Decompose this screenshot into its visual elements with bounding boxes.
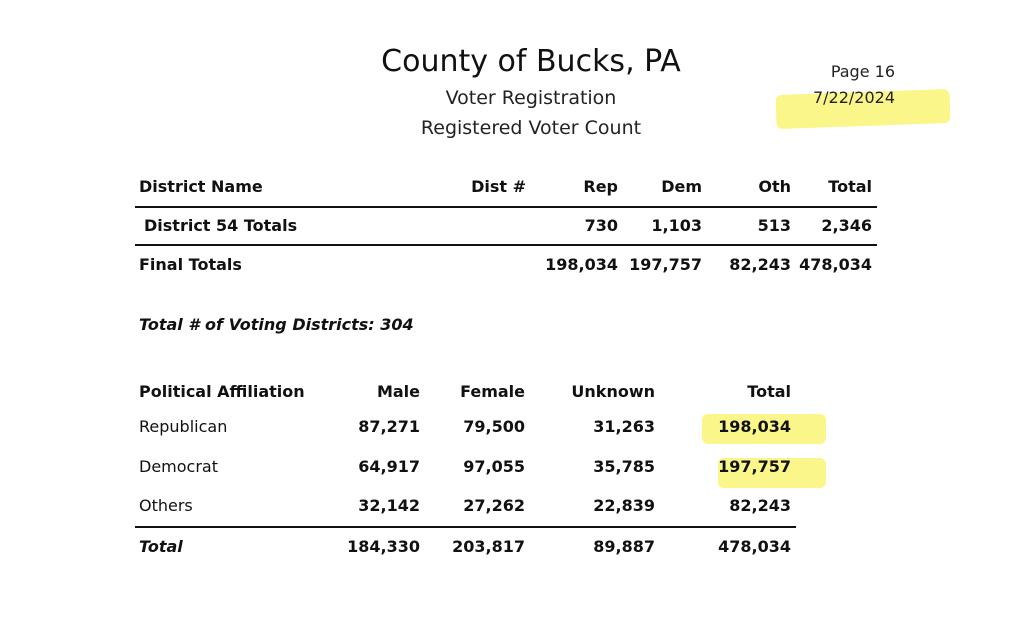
affiliation-row-label: Republican [139, 417, 228, 436]
district-row-oth: 513 [757, 216, 791, 235]
report-subtitle-2: Registered Voter Count [420, 117, 642, 139]
col-total: Total [828, 177, 872, 196]
affiliation-total-male: 184,330 [347, 537, 420, 556]
affiliation-row-male: 32,142 [358, 496, 420, 515]
col-male: Male [376, 382, 420, 401]
district-row-name: District 54 Totals [144, 216, 298, 235]
report-subtitle: Voter Registration [445, 87, 617, 109]
affiliation-row-male: 64,917 [358, 457, 420, 476]
col-district-name: District Name [139, 177, 263, 196]
page-number: Page 16 [830, 62, 895, 81]
affiliation-row-female: 27,262 [463, 496, 525, 515]
page-title: County of Bucks, PA [381, 44, 681, 79]
affiliation-row-total: 197,757 [718, 457, 791, 476]
col-unknown: Unknown [571, 382, 655, 401]
affiliation-row-total: 198,034 [718, 417, 791, 436]
affiliation-row-total: 82,243 [729, 496, 791, 515]
final-totals-dem: 197,757 [629, 255, 702, 274]
district-rule [135, 244, 877, 246]
affiliation-row-unknown: 22,839 [593, 496, 655, 515]
col-political-affiliation: Political Affiliation [139, 382, 305, 401]
final-totals-label: Final Totals [139, 255, 242, 274]
col-female: Female [460, 382, 525, 401]
col-dist-num: Dist # [471, 177, 526, 196]
affiliation-total-total: 478,034 [718, 537, 791, 556]
district-row-dem: 1,103 [651, 216, 702, 235]
final-totals-rep: 198,034 [545, 255, 618, 274]
col-dem: Dem [661, 177, 702, 196]
affiliation-row-label: Democrat [139, 457, 218, 476]
affiliation-row-unknown: 31,263 [593, 417, 655, 436]
affiliation-row-female: 97,055 [463, 457, 525, 476]
voting-districts-note: Total # of Voting Districts: 304 [139, 315, 414, 334]
affiliation-row-unknown: 35,785 [593, 457, 655, 476]
final-totals-total: 478,034 [799, 255, 872, 274]
affiliation-row-label: Others [139, 496, 193, 515]
report-date: 7/22/2024 [812, 88, 895, 107]
affiliation-total-rule [135, 526, 796, 528]
col-aff-total: Total [747, 382, 791, 401]
col-oth: Oth [758, 177, 791, 196]
affiliation-row-male: 87,271 [358, 417, 420, 436]
col-rep: Rep [583, 177, 618, 196]
affiliation-total-female: 203,817 [452, 537, 525, 556]
district-row-total: 2,346 [821, 216, 872, 235]
header-rule [135, 206, 877, 208]
district-row-rep: 730 [584, 216, 618, 235]
affiliation-row-female: 79,500 [463, 417, 525, 436]
affiliation-total-label: Total [139, 537, 183, 556]
affiliation-total-unknown: 89,887 [593, 537, 655, 556]
final-totals-oth: 82,243 [729, 255, 791, 274]
